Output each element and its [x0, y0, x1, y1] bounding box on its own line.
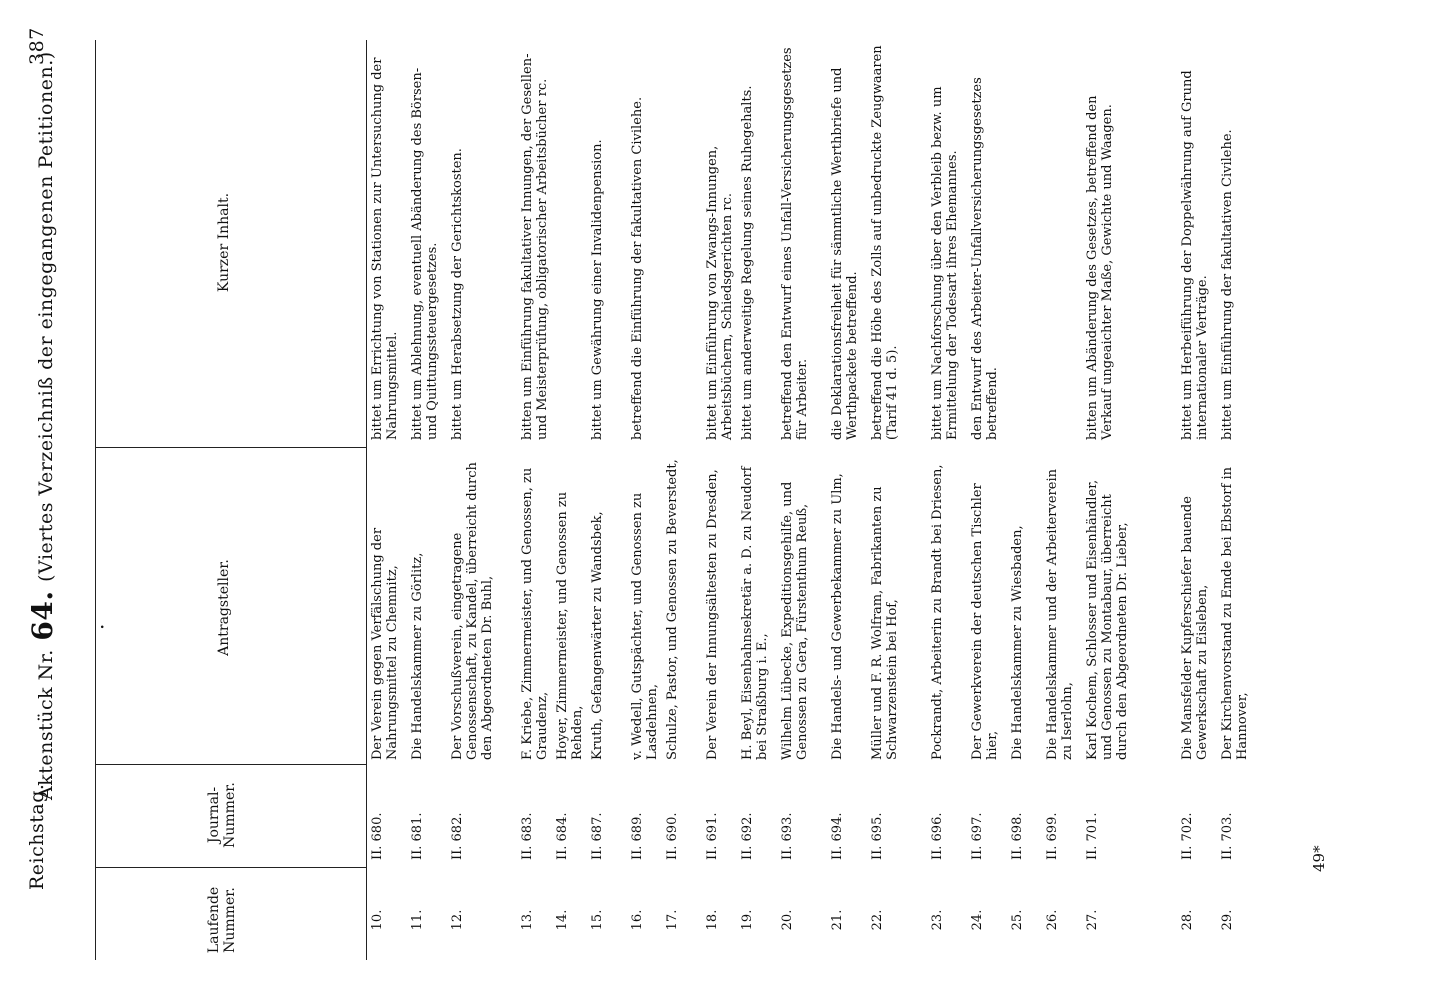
cell-inhalt: bittet um anderweitige Regelung seines Ruhegehalts. — [740, 85, 755, 440]
cell-antragsteller: Schulze, Pastor, und Genossen zu Beverstedt, — [665, 459, 680, 760]
cell-journal-nummer: II. 691. — [705, 812, 720, 860]
col-divider — [96, 764, 366, 765]
side-credit — [1410, 10, 1424, 990]
cell-journal-nummer: II. 702. — [1180, 812, 1195, 860]
cell-journal-nummer: II. 693. — [780, 812, 795, 860]
cell-laufende-nummer: 29. — [1220, 909, 1235, 931]
header-title-number: 64. — [26, 590, 59, 641]
cell-antragsteller: H. Beyl, Eisenbahnsekretär a. D. zu Neudorf bei Straßburg i. E., — [740, 466, 770, 760]
cell-journal-nummer: II. 699. — [1045, 812, 1060, 860]
table-header — [95, 40, 367, 960]
cell-antragsteller: Die Handelskammer und der Arbeiterverein zu Iserlohn, — [1045, 469, 1075, 760]
cell-laufende-nummer: 20. — [780, 909, 795, 931]
cell-antragsteller: Wilhelm Lübecke, Expeditionsgehilfe, und Genossen zu Gera, Fürstenthum Reuß, — [780, 481, 810, 760]
cell-laufende-nummer: 24. — [970, 909, 985, 931]
cell-antragsteller: Der Gewerkverein der deutschen Tischler hier, — [970, 483, 1000, 760]
signature-mark: 49* — [1310, 845, 1328, 872]
page-number: 387 — [26, 27, 48, 65]
cell-inhalt: betreffend die Höhe des Zolls auf unbedruckte Zeugwaaren (Tarif 41 d. 5). — [870, 45, 900, 440]
cell-journal-nummer: II. 697. — [970, 812, 985, 860]
cell-laufende-nummer: 15. — [590, 909, 605, 931]
table-body — [370, 40, 1392, 960]
cell-inhalt: bittet um Errichtung von Stationen zur Untersuchung der Nahrungsmittel. — [370, 57, 400, 440]
cell-journal-nummer: II. 680. — [370, 812, 385, 860]
cell-antragsteller: Der Vorschußverein, eingetragene Genossenschaft, zu Kandel, überreicht durch den Abgeordneten Dr. Buhl, — [450, 462, 495, 760]
cell-journal-nummer: II. 692. — [740, 812, 755, 860]
cell-journal-nummer: II. 683. — [520, 812, 535, 860]
cell-laufende-nummer: 16. — [630, 909, 645, 931]
cell-antragsteller: Der Kirchenvorstand zu Emde bei Ebstorf in Hannover, — [1220, 467, 1250, 760]
cell-antragsteller: v. Wedell, Gutspächter, und Genossen zu Lasdehnen, — [630, 492, 660, 760]
cell-antragsteller: Die Mansfelder Kupferschiefer bauende Gewerkschaft zu Eisleben, — [1180, 496, 1210, 760]
cell-laufende-nummer: 18. — [705, 909, 720, 931]
col-divider — [96, 867, 366, 868]
cell-inhalt: bitten um Abänderung des Gesetzes, betreffend den Verkauf ungeaichter Maße, Gewichte und Waagen. — [1085, 95, 1115, 440]
cell-laufende-nummer: 28. — [1180, 909, 1195, 931]
cell-journal-nummer: II. 703. — [1220, 812, 1235, 860]
cell-laufende-nummer: 17. — [665, 909, 680, 931]
cell-inhalt: bittet um Herabsetzung der Gerichtskosten. — [450, 148, 465, 440]
col-divider — [96, 447, 366, 448]
page-header — [20, 0, 64, 1000]
cell-inhalt: betreffend den Entwurf eines Unfall-Versicherungsgesetzes für Arbeiter. — [780, 47, 810, 440]
cell-antragsteller: Pockrandt, Arbeiterin zu Brandt bei Driesen, — [930, 464, 945, 760]
cell-journal-nummer: II. 698. — [1010, 812, 1025, 860]
cell-laufende-nummer: 25. — [1010, 909, 1025, 931]
cell-journal-nummer: II. 682. — [450, 812, 465, 860]
cell-antragsteller: Kruth, Gefangenwärter zu Wandsbek, — [590, 511, 605, 760]
cell-inhalt: bitten um Einführung fakultativer Innungen, der Gesellen- und Meisterprüfung, obligatorischer Arbeitsbücher rc. — [520, 53, 550, 440]
cell-journal-nummer: II. 694. — [830, 812, 845, 860]
cell-laufende-nummer: 13. — [520, 909, 535, 931]
cell-laufende-nummer: 14. — [555, 909, 570, 931]
cell-journal-nummer: II. 687. — [590, 812, 605, 860]
cell-journal-nummer: II. 681. — [410, 812, 425, 860]
header-title-prefix: Aktenstück Nr. — [35, 649, 57, 800]
cell-inhalt: bittet um Einführung der fakultativen Civilehe. — [1220, 129, 1235, 440]
cell-journal-nummer: II. 695. — [870, 812, 885, 860]
cell-journal-nummer: II. 701. — [1085, 812, 1100, 860]
cell-antragsteller: Hoyer, Zimmermeister, und Genossen zu Rehden, — [555, 491, 585, 760]
cell-inhalt: bittet um Nachforschung über den Verbleib bezw. um Ermittelung der Todesart ihres Ehemannes. — [930, 86, 960, 440]
cell-journal-nummer: II. 690. — [665, 812, 680, 860]
cell-antragsteller: Müller und F. R. Wolfram, Fabrikanten zu Schwarzenstein bei Hof, — [870, 486, 900, 760]
cell-antragsteller: Karl Kochem, Schlosser und Eisenhändler, und Genossen zu Montabaur, überreicht durch den Abgeordneten Dr. Lieber, — [1085, 479, 1130, 760]
col-header-inhalt: Kurzer Inhalt. — [216, 192, 232, 293]
cell-inhalt: den Entwurf des Arbeiter-Unfallversicherungsgesetzes betreffend. — [970, 77, 1000, 440]
header-title-suffix: (Viertes Verzeichniß der eingegangenen Petitionen.) — [35, 51, 57, 582]
decorative-dot: · — [90, 623, 114, 630]
cell-inhalt: bittet um Einführung von Zwangs-Innungen, Arbeitsbüchern, Schiedsgerichten rc. — [705, 145, 735, 440]
cell-journal-nummer: II. 684. — [555, 812, 570, 860]
cell-laufende-nummer: 12. — [450, 909, 465, 931]
cell-inhalt: betreffend die Einführung der fakultativen Civilehe. — [630, 96, 645, 440]
cell-inhalt: bittet um Ablehnung, eventuell Abänderung des Börsen- und Quittungssteuergesetzes. — [410, 67, 440, 440]
cell-inhalt: die Deklarationsfreiheit für sämmtliche Werthbriefe und Werthpackete betreffend. — [830, 67, 860, 440]
cell-laufende-nummer: 27. — [1085, 909, 1100, 931]
cell-laufende-nummer: 23. — [930, 909, 945, 931]
col-header-journal-nummer: Journal-Nummer. — [206, 782, 238, 848]
cell-laufende-nummer: 26. — [1045, 909, 1060, 931]
cell-inhalt: bittet um Gewährung einer Invalidenpension. — [590, 139, 605, 440]
cell-antragsteller: F. Kriebe, Zimmermeister, und Genossen, zu Graudenz, — [520, 467, 550, 760]
cell-laufende-nummer: 21. — [830, 909, 845, 931]
cell-laufende-nummer: 11. — [410, 909, 425, 931]
cell-antragsteller: Die Handels- und Gewerbekammer zu Ulm, — [830, 473, 845, 760]
header-title — [26, 51, 59, 800]
cell-antragsteller: Der Verein gegen Verfälschung der Nahrungsmittel zu Chemnitz, — [370, 527, 400, 760]
cell-antragsteller: Die Handelskammer zu Wiesbaden, — [1010, 525, 1025, 760]
cell-journal-nummer: II. 696. — [930, 812, 945, 860]
cell-journal-nummer: II. 689. — [630, 812, 645, 860]
cell-laufende-nummer: 22. — [870, 909, 885, 931]
header-reichstag: Reichstag. — [26, 783, 48, 890]
col-header-antragsteller: Antragsteller. — [216, 559, 232, 656]
cell-laufende-nummer: 19. — [740, 909, 755, 931]
col-header-laufende-nummer: Laufende Nummer. — [206, 886, 238, 954]
cell-inhalt: bittet um Herbeiführung der Doppelwährung auf Grund internationaler Verträge. — [1180, 70, 1210, 440]
cell-laufende-nummer: 10. — [370, 909, 385, 931]
cell-antragsteller: Der Verein der Innungsältesten zu Dresden, — [705, 469, 720, 760]
cell-antragsteller: Die Handelskammer zu Görlitz, — [410, 552, 425, 760]
